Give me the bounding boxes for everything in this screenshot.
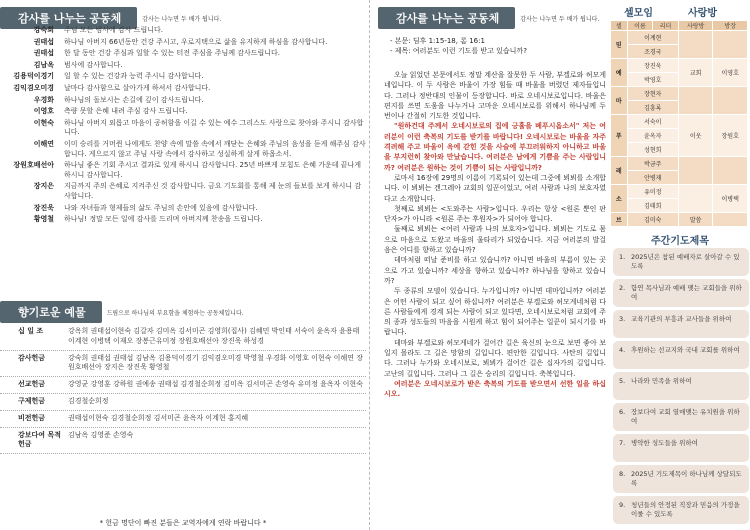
right-page xyxy=(610,0,750,530)
thanks-text: 하나님의 돌보시는 손길에 깊이 감사드립니다. xyxy=(64,95,204,104)
thanks-name: 권태섭 xyxy=(33,49,54,58)
prayer-number: 2. xyxy=(619,284,626,292)
thanks-row xyxy=(0,72,366,82)
thanks-name: 김남옥 xyxy=(33,60,54,69)
prayer-text: 후원하는 선교지와 국내 교회를 위하여 xyxy=(631,346,740,354)
left-page xyxy=(0,0,370,530)
cell-leader: 장진욱 xyxy=(627,59,678,73)
cell-leader: 김태희 xyxy=(627,199,678,213)
room-name: 이웃 xyxy=(678,115,713,157)
offering-names: 김경철순희정 xyxy=(68,396,109,405)
thanks-text: 한 달 동안 건강 주심과 일할 수 있는 터전 주심을 주님께 감사드립니다. xyxy=(64,49,281,58)
thanks-name: 장진욱 xyxy=(33,203,54,212)
thanks-row xyxy=(0,96,366,106)
prayer-text: 2025년 기도제목이 하나님께 상달되도록 xyxy=(631,470,742,487)
room-name xyxy=(678,185,713,213)
thanks-name: 김용덕이경기 xyxy=(13,72,54,81)
thanks-text: 측량 못할 은혜 내려 주심 감사 드립니다. xyxy=(64,107,188,116)
sermon-paragraph: 두 종류의 모델이 있습니다. 누가입니까? 아니면 데마입니까? 여러분은 어떤 사람이 되고 싶어 하십니까? 여러분은 부겔로와 허모게네처럼 다른 사람들에게 경계 되는 사람이 되고 있다면, 오네시보로처럼 교회에 주의 종과 성도들의 마음을 시원케 하고 힘이 되어주는 일꾼이 되시기를 바랍니다. xyxy=(384,287,606,337)
prayer-text: 교육기관의 부흥과 교사들을 위하여 xyxy=(631,315,732,323)
prayer-item xyxy=(613,434,749,462)
thanks-row xyxy=(0,107,366,117)
offering-title: 향기로운 예물 xyxy=(0,301,102,323)
thanks-text: 하나님! 정말 모든 일에 감사를 드리며 아버지께 찬송을 드립니다. xyxy=(64,215,263,224)
thanks-row xyxy=(0,49,366,59)
thanks-text: 하나님 아버지 66년동안 건강 주시고, 우로지택으로 삶을 유지하게 하심을 감사합니다. xyxy=(64,37,328,46)
cell-row xyxy=(611,115,748,129)
room-leader: 이영호 xyxy=(713,59,748,87)
cell-leader: 김미숙 xyxy=(627,213,678,227)
prayer-number: 6. xyxy=(619,408,626,416)
sermon-paragraph: 오늘 읽었던 본문에서도 정말 계산을 잘못한 두 사람, 부겔로와 허모게네입니다. 이 두 사람은 바울이 가장 힘들 때 바울을 버렸던 제자들입니다. 그러나 정반대의 인물이 등장합니다. 바로 오네시보로입니다. 바울은 편지를 쓰면 도움을 나누거나 고마운 오네시보로를 위해서 하나님께 두 번이나 간절히 기도한 것입니다. xyxy=(384,71,606,121)
thanks-name: 강숙희 xyxy=(33,26,54,34)
prayer-number: 4. xyxy=(619,346,626,354)
sermon-paragraph: 여러분은 오네시보로가 받은 축복의 기도를 받으면서 선한 일을 하십시오. xyxy=(384,379,606,399)
offering-type: 비전헌금 xyxy=(18,413,46,422)
thanks-name: 김익겸오미경 xyxy=(13,83,54,92)
sermon-paragraph: 로마서 16장에 29명의 이름이 기록되어 있는데 그중에 뵈뵈를 소개합니다. 이 뵈뵈는 겐그레아 교회의 일꾼이었고, 여러 사람과 나의 보호자였다고 소개합니다. xyxy=(384,173,606,203)
cell-leader: 성현희 xyxy=(627,143,678,157)
sermon-page xyxy=(378,0,606,530)
cell-title: 셀모임 xyxy=(624,8,653,19)
room-leader: 이병택 xyxy=(713,185,748,213)
offering-row xyxy=(0,394,366,411)
thanks-text: 일 할 수 있는 건강과 능력 주시니 감사합니다. xyxy=(64,72,204,81)
room-name xyxy=(678,87,713,115)
thanks-name: 장원호배선아 xyxy=(13,161,54,170)
sermon-body xyxy=(384,70,606,526)
cell-row xyxy=(611,59,748,73)
cell-leader: 안병재 xyxy=(627,171,678,185)
thanks-text: 하나님 아버지 외롭고 마음이 공허함을 이길 수 있는 예수 그리스도 사랑으로 찾아와 주시니 감사합니다. xyxy=(64,118,364,137)
offering-row xyxy=(0,351,366,378)
thanks-row xyxy=(0,38,366,48)
thanks-name: 권태섭 xyxy=(33,37,54,46)
offering-note: 드림으로 하나님의 부요함을 체험하는 공동체입니다. xyxy=(106,309,244,317)
room-name xyxy=(678,31,713,59)
cell-table-header: 셀 xyxy=(611,21,628,31)
cell-row xyxy=(611,213,748,227)
cell-name: 예 xyxy=(611,59,628,87)
offering-row xyxy=(0,428,366,455)
prayer-text: 2025년은 참된 예배자로 살아갈 수 있도록 xyxy=(631,253,740,270)
prayer-number: 1. xyxy=(619,253,626,261)
prayer-number: 5. xyxy=(619,377,626,385)
prayer-item xyxy=(613,279,749,307)
room-leader xyxy=(713,213,748,227)
thanks-row xyxy=(0,84,366,94)
cell-leader: 박금주 xyxy=(627,157,678,171)
prayer-item xyxy=(613,496,749,524)
thanks-text: 주님 모든 범사에 감사 드립니다. xyxy=(64,26,164,34)
thanks-name: 이영호 xyxy=(33,107,54,116)
cell-row xyxy=(611,185,748,199)
thanks-text: 범사에 감사합니다. xyxy=(64,60,123,69)
prayer-item xyxy=(613,372,749,400)
prayer-item xyxy=(613,248,749,276)
thanks-text: 하나님 좋은 기회 주시고 결과로 있게 하시니 감사합니다. 25년 바쁘게 모칩도 은혜 가운데 끝나게 하시니 감사합니다. xyxy=(64,161,362,179)
offering-names: 강옥희 권태섭이현숙 김갈자 김미옥 김서미곤 김영희(집사) 김혜민 박인태 서숙이 윤옥자 윤용태 이계현 이병택 이재오 장봉근유미정 장원호배선아 장진욱 하성경 xyxy=(68,327,360,345)
thanks-name: 장지은 xyxy=(33,182,54,191)
prayer-number: 9. xyxy=(619,501,626,509)
thanks-row xyxy=(0,204,366,214)
room-leader xyxy=(713,87,748,115)
cell-leader: 장현자 xyxy=(627,87,678,101)
cell-row xyxy=(611,31,748,45)
offering-type: 선교헌금 xyxy=(18,380,46,389)
room-leader xyxy=(713,31,748,59)
cell-leader: 이계현 xyxy=(627,31,678,45)
thanks-row xyxy=(0,140,366,159)
thanks-title: 감사를 나누는 공동체 xyxy=(0,7,137,29)
prayer-title: 주간기도제목 xyxy=(651,236,709,247)
offering-names: 김남옥 김영준 손영숙 xyxy=(68,430,134,439)
offering-type: 강보다여 목적헌금 xyxy=(18,430,62,449)
cell-name: 브 xyxy=(611,213,628,227)
cell-leader: 조경국 xyxy=(627,45,678,59)
room-name xyxy=(678,157,713,185)
cell-table-header: 리더 xyxy=(653,21,679,31)
cell-name: 레 xyxy=(611,157,628,185)
sermon-note: 감사는 나누면 두 배가 됩니다. xyxy=(520,15,600,23)
offering-row xyxy=(0,377,366,394)
thanks-row xyxy=(0,61,366,71)
thanks-header xyxy=(0,8,221,28)
offering-names: 강숙희 권태섭 권태섭 김남옥 김용덕이경기 김익겸오미경 박영철 우경화 이영호 이현숙 이해연 장원호배선아 장지은 장진욱 황영철 xyxy=(68,353,363,372)
thanks-row xyxy=(0,215,366,225)
cell-table-header: 사랑방 xyxy=(678,21,713,31)
thanks-name: 황영철 xyxy=(33,215,54,224)
cell-table xyxy=(610,20,748,227)
thanks-row xyxy=(0,182,366,201)
offering-names: 강영균 강영훈 강하원 권예송 권태섭 김경철순희정 김미옥 김서미곤 손영숙 유미정 윤옥자 이현숙 xyxy=(68,380,363,389)
cell-leader: 박영호 xyxy=(627,73,678,87)
offering-row xyxy=(0,411,366,428)
cell-leader: 서숙이 xyxy=(627,115,678,129)
prayer-list xyxy=(613,248,749,527)
sermon-paragraph: 데마와 부겔로와 허모게네가 걸어간 길은 육신의 눈으로 보면 좋아 보일지 몰라도 그 길은 망함의 길입니다. 편안한 길입니다. 사탄의 길입니다. 그러나 누가와 오네시보로, 뵈뵈가 걸어간 길은 십자가의 길입니다. 고난의 길입니다. 그러나 그 길은 승리의 길입니다. 축복입니다. xyxy=(384,338,606,378)
thanks-row xyxy=(0,26,366,36)
offering-type: 감사헌금 xyxy=(18,353,46,362)
offering-type: 십 일 조 xyxy=(18,327,44,335)
sermon-title: 감사를 나누는 공동체 xyxy=(378,7,515,29)
cell-leader: 윤옥자 xyxy=(627,129,678,143)
sermon-scripture: - 본문: 딤후 1:15-18, 롬 16:1 xyxy=(390,37,485,45)
prayer-item xyxy=(613,310,749,338)
thanks-note: 감사는 나누면 두 배가 됩니다. xyxy=(142,15,222,23)
thanks-name: 이현숙 xyxy=(33,118,54,127)
prayer-number: 3. xyxy=(619,315,626,323)
sermon-paragraph: 데마처럼 떠날 준비를 하고 있습니까? 아니면 바울의 부름이 있는 곳으로 가고 있습니까? 세상을 향하고 있습니까? 하나님을 향하고 있습니까? xyxy=(384,256,606,285)
offering-list xyxy=(0,324,366,454)
prayer-text: 병약한 성도들을 위하여 xyxy=(631,439,698,447)
sermon-paragraph: 둘째로 뵈뵈는 <여러 사람과 나의 보호자>입니다. 뵈뵈는 기도로 몸으로 마음으로 도왔고 바울의 울타리가 되었습니다. 지금 여러분의 발걸음은 어디를 향하고 있습니까? xyxy=(384,225,606,255)
cell-name: 믿 xyxy=(611,31,628,59)
sermon-paragraph: "원하건대 주께서 오네시보로의 집에 긍휼을 베푸시옵소서" 저는 여러분이 이런 축복의 기도를 받기를 바랍니다! 오네시보로는 바울을 자주 격려해 주고 바울이 옥에 갇힌 것을 사슬에 부끄러워하지 아니하고 바울을 부지런히 찾아와 만났습니다. 여러분은 남에게 기쁨을 주는 사람입니까? 여러분은 원하는 것이 기쁨이 되는 사람입니까? xyxy=(384,122,606,172)
thanks-row xyxy=(0,161,366,180)
thanks-text: 이미 승리를 거머쥔 나에게도 찬양 속에 말씀 속에서 깨닫는 은혜와 주님의 음성을 듣게 해주심 감사합니다. 게으르지 않고 주님 사랑 속에서 감사하고 성실하게 살게 하옵소서. xyxy=(64,139,366,158)
thanks-name: 이해연 xyxy=(33,139,54,148)
thanks-name: 우경화 xyxy=(33,95,54,104)
cell-name: 푸 xyxy=(611,115,628,157)
cell-row xyxy=(611,157,748,171)
cell-leader: 김흥록 xyxy=(627,101,678,115)
room-name: 교회 xyxy=(678,59,713,87)
prayer-text: 함연 목사님과 예배 맺는 교회들을 위하여 xyxy=(631,284,742,301)
offering-header xyxy=(0,302,244,322)
thanks-text: 날마다 감사함으로 살아가게 하셔서 감사합니다. xyxy=(64,83,211,92)
offering-footnote: * 헌금 명단이 빠진 분들은 교역자에게 연락 바랍니다 * xyxy=(99,519,267,527)
prayer-text: 장보다여 교회 열매맺는 유치원을 위하여 xyxy=(631,408,740,425)
sermon-meta xyxy=(390,36,527,56)
thanks-row xyxy=(0,119,366,138)
cell-row xyxy=(611,87,748,101)
thanks-text: 지금까지 주의 은혜로 지켜주신 것 감사합니다. 금요 기도회를 통해 제 눈의 들보를 보게 하시니 감사합니다. xyxy=(64,182,362,200)
room-name: 말씀 xyxy=(678,213,713,227)
cell-name: 마 xyxy=(611,87,628,115)
prayer-item xyxy=(613,341,749,369)
cell-leader: 유미정 xyxy=(627,185,678,199)
offering-names: 권태섭이현숙 김경철순희정 김서미곤 윤옥자 이계현 홍지혜 xyxy=(68,413,249,422)
prayer-text: 나라와 민족을 위하여 xyxy=(631,377,692,385)
prayer-number: 8. xyxy=(619,470,626,478)
room-leader: 장원호 xyxy=(713,115,748,157)
sermon-paragraph: 첫째로 뵈뵈는 <도와주는 사람>입니다. 우리는 항상 <원론 뿐인 판단자>가 아니라 <원론 주는 후원자>가 되어야 합니다. xyxy=(384,204,606,224)
prayer-number: 7. xyxy=(619,439,626,447)
room-leader xyxy=(713,157,748,185)
cell-table-header: 방장 xyxy=(713,21,748,31)
cell-name: 소 xyxy=(611,185,628,213)
prayer-text: 청년들의 안정된 직장과 믿음의 가정을 이룰 수 있도록 xyxy=(631,501,740,518)
prayer-item xyxy=(613,465,749,493)
thanks-list xyxy=(0,26,366,227)
room-title: 사랑방 xyxy=(688,8,717,19)
cell-table-header: 이름 xyxy=(627,21,653,31)
offering-row xyxy=(0,324,366,351)
thanks-text: 나와 자녀들과 형제들의 삶도 주님의 손안에 있음에 감사합니다. xyxy=(64,203,258,212)
sermon-header xyxy=(378,8,599,28)
offering-type: 구제헌금 xyxy=(18,396,46,405)
sermon-subject: - 제목: 여러분도 이런 기도를 받고 있습니까? xyxy=(390,47,527,55)
prayer-item xyxy=(613,403,749,431)
